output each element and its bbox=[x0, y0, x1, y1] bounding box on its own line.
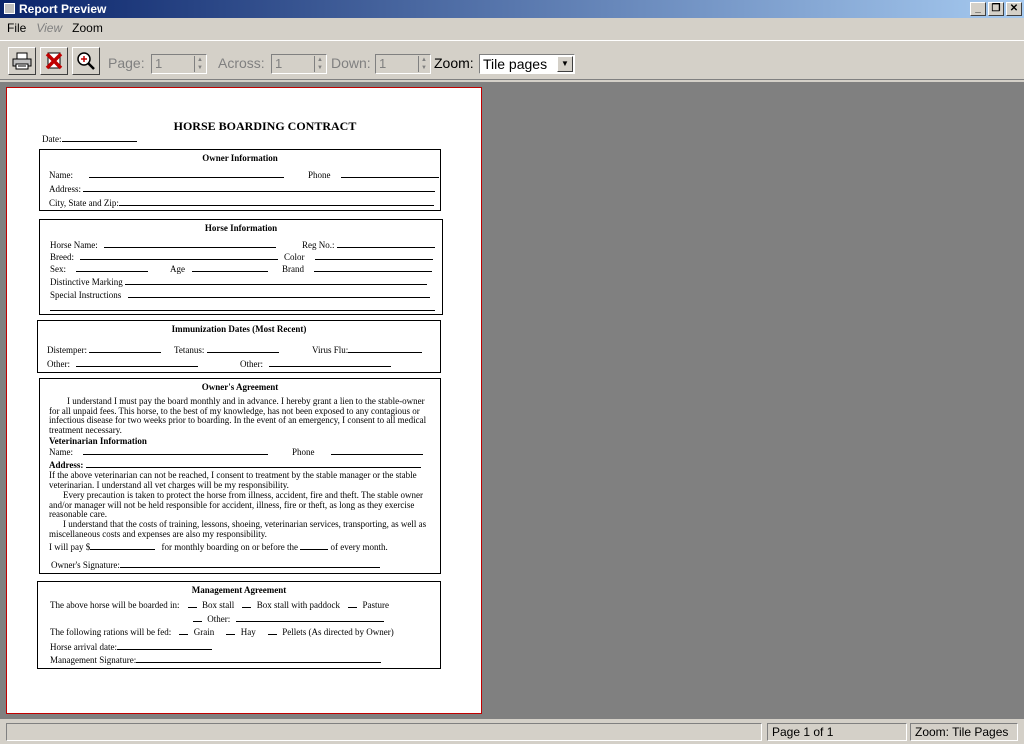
close-x-icon bbox=[44, 51, 64, 71]
distemper-label: Distemper: bbox=[47, 345, 87, 355]
date-label: Date: bbox=[42, 134, 62, 144]
menu-bar bbox=[0, 18, 1024, 38]
status-bar bbox=[0, 721, 1024, 744]
tetanus-label: Tetanus: bbox=[174, 345, 205, 355]
owner-phone-label: Phone bbox=[308, 170, 331, 180]
spin-arrows-icon[interactable]: ▲ ▼ bbox=[194, 56, 205, 72]
owners-agreement-box bbox=[39, 378, 441, 574]
vet-info-title: Veterinarian Information bbox=[49, 436, 147, 446]
reg-no-label: Reg No.: bbox=[302, 240, 335, 250]
across-value: 1 bbox=[275, 56, 283, 71]
zoom-select[interactable] bbox=[479, 54, 575, 74]
sex-label: Sex: bbox=[50, 264, 67, 274]
across-spinner[interactable] bbox=[271, 54, 327, 74]
magnify-icon bbox=[76, 51, 96, 71]
horse-name-label: Horse Name: bbox=[50, 240, 98, 250]
window-title: Report Preview bbox=[19, 2, 107, 16]
age-label: Age bbox=[170, 264, 185, 274]
menu-file[interactable]: File bbox=[7, 21, 27, 35]
close-preview-button[interactable] bbox=[40, 47, 68, 75]
other-immun-label-2: Other: bbox=[240, 359, 263, 369]
status-main bbox=[6, 723, 762, 741]
rations-label: The following rations will be fed: bbox=[50, 627, 172, 637]
down-value: 1 bbox=[379, 56, 387, 71]
close-button[interactable] bbox=[1006, 2, 1022, 16]
printer-icon bbox=[12, 52, 32, 70]
restore-icon: ❐ bbox=[991, 3, 1001, 14]
hay-option: Hay bbox=[240, 627, 256, 637]
color-label: Color bbox=[284, 252, 305, 262]
spin-arrows-icon[interactable]: ▲ ▼ bbox=[418, 56, 429, 72]
status-page: Page 1 of 1 bbox=[767, 723, 907, 741]
across-label: Across: bbox=[218, 55, 265, 71]
app-icon bbox=[4, 3, 15, 14]
management-agreement-box bbox=[37, 581, 441, 669]
special-instructions-label: Special Instructions bbox=[50, 290, 122, 300]
arrival-date-label: Horse arrival date: bbox=[50, 642, 117, 652]
agreement-paragraph-3: Every precaution is taken to protect the horse from illness, accident, fire and theft. The stable owner and/or manager will not be held responsible for accident, illness, fire or theft, as long as they exercise reasonable care. bbox=[49, 490, 423, 520]
immunization-title: Immunization Dates (Most Recent) bbox=[171, 324, 307, 334]
owner-signature-label: Owner's Signature: bbox=[51, 560, 120, 570]
monthly-boarding-label: for monthly boarding on or before the bbox=[161, 542, 298, 552]
owner-info-title: Owner Information bbox=[202, 153, 278, 163]
zoom-value: Tile pages bbox=[483, 56, 548, 72]
vet-phone-label: Phone bbox=[292, 447, 315, 457]
vet-name-label: Name: bbox=[49, 447, 73, 457]
virus-flu-label: Virus Flu: bbox=[312, 345, 349, 355]
agreement-paragraph-2: If the above veterinarian can not be reached, I consent to treatment by the stable manager or the stable veterinarian. I understand all vet charges will be my responsibility. bbox=[49, 470, 417, 490]
minimize-icon: _ bbox=[975, 3, 981, 14]
owners-agreement-title: Owner's Agreement bbox=[201, 382, 279, 392]
status-zoom: Zoom: Tile Pages bbox=[910, 723, 1018, 741]
box-stall-option: Box stall bbox=[201, 600, 235, 610]
minimize-button[interactable] bbox=[970, 2, 986, 16]
marking-label: Distinctive Marking bbox=[50, 277, 123, 287]
menu-zoom[interactable]: Zoom bbox=[72, 21, 103, 35]
page-label: Page: bbox=[108, 55, 145, 71]
document-title: HORSE BOARDING CONTRACT bbox=[173, 119, 357, 133]
other-board-option: Other: bbox=[207, 614, 231, 624]
owner-info-box bbox=[39, 149, 441, 211]
management-agreement-title: Management Agreement bbox=[191, 585, 287, 595]
zoom-label: Zoom: bbox=[434, 55, 474, 71]
preview-area[interactable] bbox=[0, 82, 1024, 719]
other-immun-label-1: Other: bbox=[47, 359, 70, 369]
pay-label: I will pay $ bbox=[49, 542, 91, 552]
box-paddock-option: Box stall with paddock bbox=[256, 600, 340, 610]
owner-city-label: City, State and Zip: bbox=[49, 198, 119, 208]
agreement-paragraph-1: I understand I must pay the board monthly and in advance. I hereby grant a lien to the stable-owner for all unpaid fees. This horse, to the best of my knowledge, has not been exposed to any contagious or infectious disease for two weeks prior to boarding. In the event of an emergency, I consent to all medical treatment necessary. bbox=[49, 396, 427, 435]
horse-info-title: Horse Information bbox=[204, 223, 278, 233]
page-spinner[interactable] bbox=[151, 54, 207, 74]
toolbar bbox=[0, 40, 1024, 80]
title-bar bbox=[0, 0, 1024, 18]
pasture-option: Pasture bbox=[362, 600, 389, 610]
zoom-button[interactable] bbox=[72, 47, 100, 75]
grain-option: Grain bbox=[193, 627, 215, 637]
owner-name-label: Name: bbox=[49, 170, 73, 180]
down-label: Down: bbox=[331, 55, 371, 71]
brand-label: Brand bbox=[282, 264, 304, 274]
down-spinner[interactable] bbox=[375, 54, 431, 74]
horse-info-box bbox=[39, 219, 443, 315]
report-page bbox=[6, 87, 482, 714]
pellets-option: Pellets (As directed by Owner) bbox=[282, 627, 394, 637]
agreement-paragraph-4: I understand that the costs of training, lessons, shoeing, veterinarian services, transporting, as well as miscellaneous costs and expenses are also my responsibility. bbox=[49, 519, 427, 539]
close-icon: ✕ bbox=[1009, 3, 1019, 14]
breed-label: Breed: bbox=[50, 252, 74, 262]
vet-address-label: Address: bbox=[49, 460, 84, 470]
every-month-label: of every month. bbox=[330, 542, 388, 552]
owner-address-label: Address: bbox=[49, 184, 81, 194]
restore-button[interactable] bbox=[988, 2, 1004, 16]
menu-view[interactable]: View bbox=[36, 21, 63, 35]
print-button[interactable] bbox=[8, 47, 36, 75]
spin-arrows-icon[interactable]: ▲ ▼ bbox=[314, 56, 325, 72]
immunization-box bbox=[37, 320, 441, 373]
chevron-down-icon[interactable]: ▼ bbox=[557, 56, 573, 72]
page-value: 1 bbox=[155, 56, 163, 71]
boarded-label: The above horse will be boarded in: bbox=[50, 600, 180, 610]
management-signature-label: Management Signature: bbox=[50, 655, 137, 665]
